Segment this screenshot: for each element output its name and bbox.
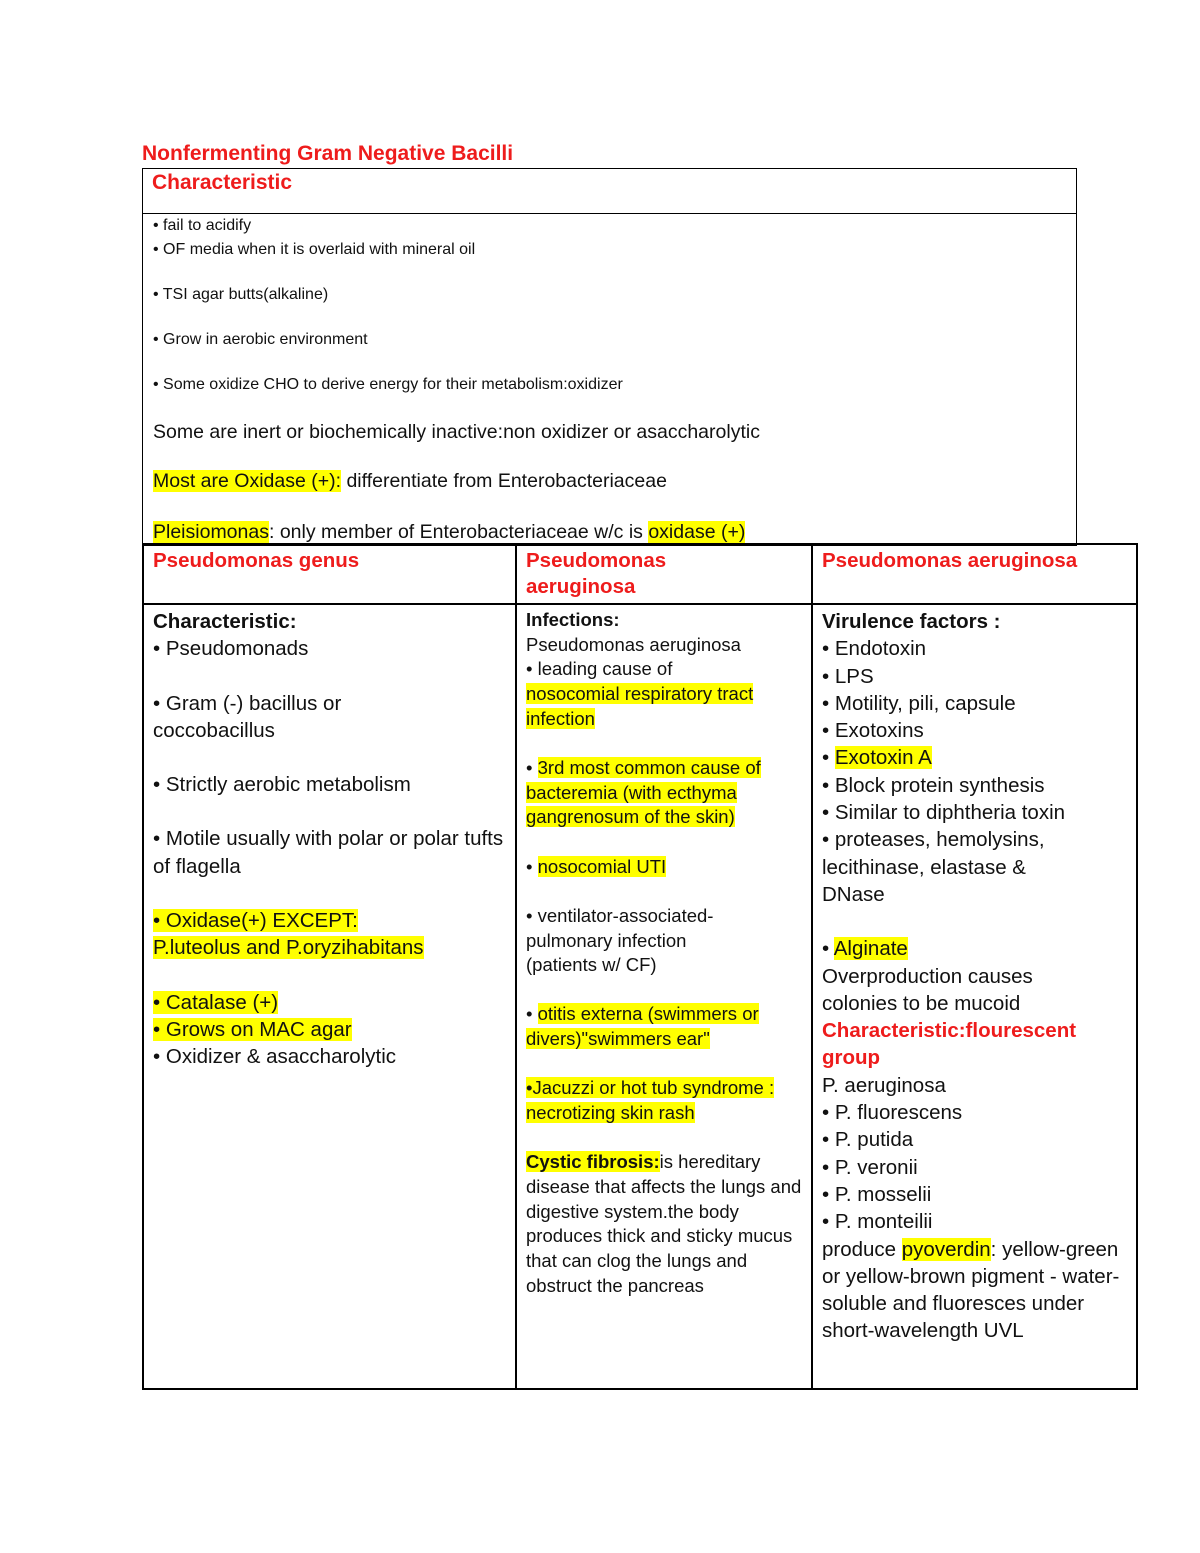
fluorescent-item: • P. monteilii [822,1210,933,1234]
oxidase-highlight: Most are Oxidase (+): [153,470,342,492]
fluorescent-heading: Characteristic:flourescent group [822,1019,1077,1070]
table-body-row [143,604,1137,1389]
exotoxin-a-highlight: Exotoxin A [834,746,932,770]
genus-item: • Motile usually with polar or polar tufts of flagella [153,827,504,878]
virulence-item: • Exotoxins [822,719,924,743]
infections-cell [516,604,812,1389]
virulence-item [822,935,1136,962]
infection-item [526,855,811,880]
otitis-highlight: otitis externa (swimmers or divers)"swimmers ear" [526,1003,759,1050]
bullet-oxidize-cho: • Some oxidize CHO to derive energy for their metabolism:oxidizer [153,376,623,393]
oxidase-except-highlight: • Oxidase(+) EXCEPT: [153,909,358,933]
infection-item: • ventilator-associated-pulmonary infection (patients w/ CF) [526,904,714,976]
cystic-fibrosis-note [526,1150,811,1298]
pleisiomonas-highlight: Pleisiomonas [153,521,269,543]
genus-heading: Characteristic: [153,610,297,633]
fluorescent-item: • P. veronii [822,1155,918,1179]
virulence-item: Overproduction causes colonies to be mucoid [822,964,1033,1015]
genus-item [153,907,515,934]
fluorescent-item: P. aeruginosa [822,1073,946,1097]
bullet-aerobic: • Grow in aerobic environment [153,331,368,348]
genus-item [153,989,515,1016]
genus-item: • Gram (-) bacillus or coccobacillus [153,691,342,742]
header-pseudomonas-aeruginosa-2: Pseudomonas aeruginosa [812,544,1137,604]
infection-item [526,756,811,830]
infection-item [526,1076,796,1125]
virulence-item [822,744,1136,771]
virulence-item: • Similar to diphtheria toxin [822,801,1066,825]
genus-item: • Pseudomonads [153,637,309,661]
cystic-fibrosis-rest: is hereditary disease that affects the lungs and digestive system.the body produces thick and sticky mucus that can clog the lungs and obstruct the pancreas [526,1151,802,1296]
pseudomonas-table [142,543,1138,1390]
luteolus-highlight: P.luteolus and P.oryzihabitans [153,936,424,960]
nosocomial-respiratory-highlight: nosocomial respiratory tract infection [526,683,754,729]
characteristic-box [142,168,1077,546]
inert-note: Some are inert or biochemically inactive:non oxidizer or asaccharolytic [153,421,760,443]
infections-heading: Infections: [526,609,620,630]
bullet: • [822,746,835,770]
bacteremia-highlight: 3rd most common cause of bacteremia (with ecthyma gangrenosum of the skin) [526,757,761,828]
bullet-fail-to-acidify: • fail to acidify [153,217,252,234]
infections-sub: Pseudomonas aeruginosa [526,633,741,655]
fluorescent-item: • P. fluorescens [822,1101,963,1125]
fluorescent-item: • P. mosselii [822,1182,932,1206]
characteristic-heading: Characteristic [143,169,1076,214]
bullet-of-media: • OF media when it is overlaid with mineral oil [153,241,476,258]
virulence-item: • Endotoxin [822,637,927,661]
jacuzzi-highlight: •Jacuzzi or hot tub syndrome : necrotizing skin rash [526,1077,775,1124]
table-header-row [143,544,1137,604]
pleisiomonas-oxidase: oxidase (+) [648,521,746,543]
bullet: • [822,937,834,961]
oxidase-note [153,470,667,493]
virulence-item: • Block protein synthesis [822,773,1045,797]
pleisiomonas-mid: : only member of Enterobacteriaceae w/c is [268,521,649,543]
virulence-cell [812,604,1137,1389]
pyoverdin-rest: : yellow-green or yellow-brown pigment - water-soluble and fluoresces under short-wavelength UVL [822,1237,1120,1343]
catalase-highlight: • Catalase (+) [153,990,279,1014]
genus-item: • Strictly aerobic metabolism [153,773,411,797]
infection-item [526,1002,811,1051]
infection-item [526,682,811,731]
infection-item: • leading cause of [526,658,673,680]
virulence-item: • LPS [822,664,874,688]
oxidase-rest: differentiate from Enterobacteriaceae [341,470,667,492]
virulence-item: • Motility, pili, capsule [822,691,1016,715]
header-pseudomonas-aeruginosa-1: Pseudomonas aeruginosa [516,544,812,604]
bullet: • [526,855,538,877]
genus-item: • Oxidizer & asaccharolytic [153,1045,397,1069]
uti-highlight: nosocomial UTI [537,855,667,877]
pyoverdin-highlight: pyoverdin [901,1237,991,1261]
bullet: • [526,1003,538,1025]
bullet: • [526,757,538,779]
pyoverdin-note [822,1236,1122,1345]
mac-agar-highlight: • Grows on MAC agar [153,1017,352,1041]
bullet-tsi-agar: • TSI agar butts(alkaline) [153,286,329,303]
header-pseudomonas-genus: Pseudomonas genus [143,544,516,604]
pleisiomonas-note [153,521,745,544]
alginate-highlight: Alginate [833,937,908,961]
virulence-item: • proteases, hemolysins, lecithinase, elastase & DNase [822,828,1045,906]
fluorescent-item: • P. putida [822,1128,914,1152]
genus-item [153,1016,515,1043]
genus-cell [143,604,516,1389]
virulence-heading: Virulence factors : [822,610,1001,633]
page-title: Nonfermenting Gram Negative Bacilli [142,142,514,165]
cystic-fibrosis-highlight: Cystic fibrosis: [526,1151,660,1173]
pyoverdin-pre: produce [822,1237,902,1261]
genus-item [153,934,515,961]
